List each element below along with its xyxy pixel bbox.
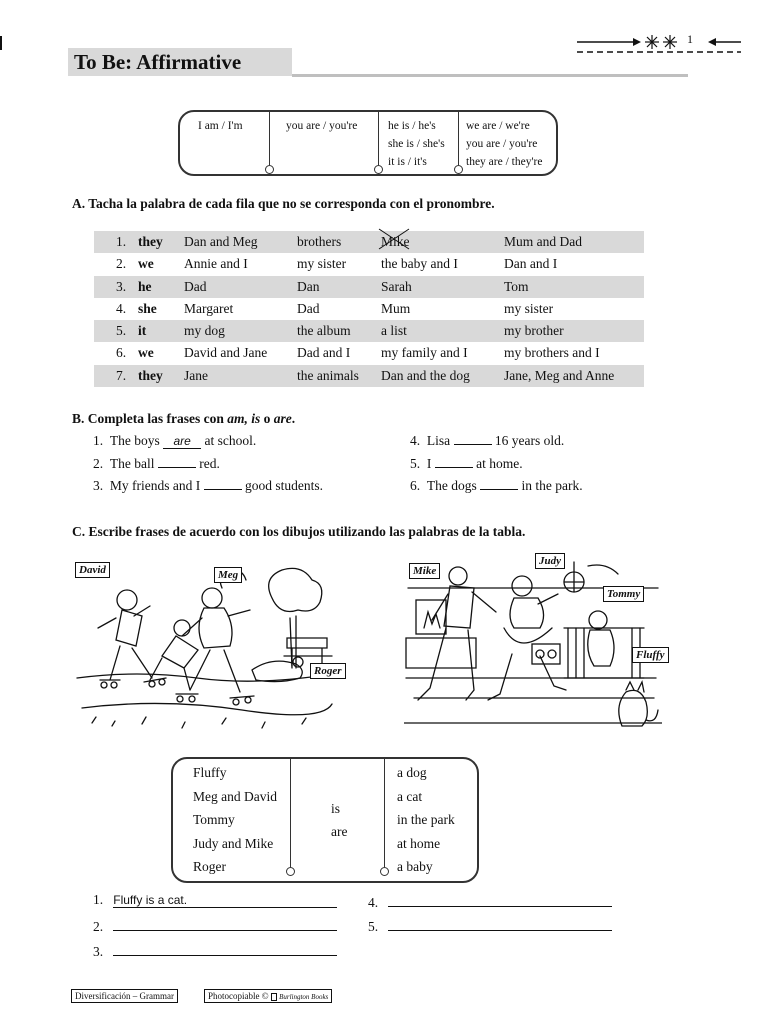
sentence-end: 16 years old. <box>494 433 565 448</box>
verbs-column <box>331 797 347 843</box>
word-option[interactable]: Mum <box>381 300 411 316</box>
answer-blank[interactable] <box>480 489 518 490</box>
sentence-end: at school. <box>204 433 257 448</box>
word-option[interactable]: a list <box>381 323 407 339</box>
answer-input-line[interactable]: Fluffy is a cat. <box>113 893 337 908</box>
word-option[interactable]: my sister <box>504 300 554 316</box>
answer-number: 3. <box>93 944 104 959</box>
sentence-right-2 <box>410 478 583 494</box>
word-option[interactable]: Dan and the dog <box>381 367 470 383</box>
dancing-illustration <box>404 558 662 734</box>
table-row <box>94 231 644 253</box>
picture-label: Tommy <box>603 586 644 602</box>
cross-out-mark <box>377 227 411 251</box>
picture-label: David <box>75 562 110 578</box>
row-pronoun: they <box>138 234 163 249</box>
park-illustration <box>72 558 337 734</box>
word-option[interactable]: Dan and Meg <box>184 234 258 249</box>
pronoun-line: they are / they're <box>466 156 543 168</box>
answer-input-line[interactable] <box>388 916 612 931</box>
subject-item: Tommy <box>193 812 235 828</box>
pronoun-line: he is / he's <box>388 120 436 132</box>
word-table-divider <box>384 757 385 867</box>
pronoun-divider <box>378 110 379 165</box>
title-bar <box>68 48 688 78</box>
section-a-table <box>94 231 644 387</box>
pronoun-line: she is / she's <box>388 138 445 150</box>
answer-line-row <box>368 916 612 935</box>
section-a-heading: A. Tacha la palabra de cada fila que no se corresponda con el pronombre. <box>72 196 495 211</box>
word-option[interactable]: Mum and Dad <box>504 234 582 249</box>
word-option[interactable]: Margaret <box>184 300 234 316</box>
sentence-end: red. <box>199 455 220 471</box>
pronoun-box <box>178 110 558 176</box>
sentence-left-2 <box>93 478 323 494</box>
burlington-logo-icon <box>271 993 277 1001</box>
row-pronoun: he <box>138 278 152 294</box>
sentence-number: 3. <box>93 478 104 493</box>
section-b-heading <box>72 411 295 427</box>
subject-item: Meg and David <box>193 788 277 804</box>
complement-item: in the park <box>397 812 455 828</box>
pronoun-line: we are / we're <box>466 120 530 132</box>
pronoun-divider <box>458 110 459 165</box>
row-number: 4. <box>116 300 127 316</box>
pronoun-divider <box>269 110 270 165</box>
row-pronoun: they <box>138 367 163 383</box>
word-table <box>171 757 479 883</box>
word-option[interactable]: Annie and I <box>184 256 248 272</box>
sentence-right-1 <box>410 456 523 472</box>
section-b-heading-last: are <box>273 411 292 426</box>
sentence-number: 1. <box>93 433 104 448</box>
word-option[interactable]: Tom <box>504 278 529 294</box>
title-underline <box>292 74 688 77</box>
word-option[interactable]: Dad <box>297 300 320 316</box>
row-number: 6. <box>116 345 127 361</box>
sentence-number: 6. <box>410 478 421 493</box>
sentence-end: at home. <box>476 455 523 471</box>
section-c-heading: C. Escribe frases de acuerdo con los dibujos utilizando las palabras de la tabla. <box>72 524 526 539</box>
pronoun-line: you are / you're <box>286 120 358 132</box>
word-option[interactable]: Dad and I <box>297 345 351 361</box>
picture-label: Judy <box>535 553 565 569</box>
answer-number: 5. <box>368 919 379 934</box>
word-option[interactable]: my sister <box>297 256 347 272</box>
pronoun-column-2 <box>286 117 357 135</box>
answer-blank[interactable] <box>158 467 196 468</box>
table-row <box>94 253 644 275</box>
answer-line-row <box>93 941 337 960</box>
section-b-heading-end: . <box>291 411 296 426</box>
sentence-left-1 <box>93 456 220 472</box>
sentence-right-0 <box>410 433 564 449</box>
verb-item: are <box>331 824 348 839</box>
complement-item: at home <box>397 835 441 851</box>
row-pronoun: it <box>138 323 147 339</box>
footer-copyright-text: Photocopiable © <box>208 991 269 1001</box>
subject-item: Fluffy <box>193 765 227 780</box>
pronoun-column-3 <box>388 117 445 171</box>
answer-line-row <box>368 892 612 911</box>
word-option[interactable]: Jane, Meg and Anne <box>504 367 615 383</box>
word-option[interactable]: Dad <box>184 278 207 294</box>
table-row <box>94 320 644 342</box>
sentence-end: in the park. <box>521 478 583 493</box>
word-option[interactable]: my family and I <box>381 345 468 361</box>
table-row <box>94 365 644 387</box>
table-row <box>94 298 644 320</box>
pronoun-line: you are / you're <box>466 138 538 150</box>
sentence-left-0 <box>93 433 256 449</box>
footer-course-label: Diversificación – Grammar <box>71 989 178 1003</box>
answer-blank[interactable] <box>435 467 473 468</box>
verb-item: is <box>331 801 341 816</box>
word-table-divider <box>290 757 291 867</box>
section-b-heading-pre: B. Completa las frases con <box>72 411 228 426</box>
answer-input-line[interactable] <box>113 916 337 931</box>
row-number: 2. <box>116 256 127 272</box>
sentence-start: My friends and I <box>109 478 201 493</box>
page-title: To Be: Affirmative <box>74 50 242 74</box>
pronoun-line: I am / I'm <box>198 120 243 132</box>
sentence-start: I <box>426 455 432 471</box>
word-option[interactable]: the album <box>297 323 351 339</box>
word-option[interactable]: brothers <box>297 234 342 249</box>
word-option[interactable]: Mike <box>381 234 410 249</box>
row-number: 3. <box>116 278 127 294</box>
picture-label: Mike <box>409 563 440 579</box>
row-number: 1. <box>116 234 127 249</box>
row-number: 7. <box>116 367 127 383</box>
table-row <box>94 276 644 298</box>
answer-number: 2. <box>93 919 104 934</box>
table-row <box>94 342 644 364</box>
footer-copyright <box>204 989 332 1003</box>
page-number: 1 <box>687 32 693 46</box>
answer-number: 4. <box>368 895 379 910</box>
pronoun-column-4 <box>466 117 542 171</box>
word-option[interactable]: my brother <box>504 323 564 339</box>
footer-brand: Burlington Books <box>279 993 329 1001</box>
complement-item: a baby <box>397 859 433 875</box>
section-b-heading-mid: o <box>260 411 274 426</box>
word-option[interactable]: the baby and I <box>381 256 458 272</box>
sentence-number: 4. <box>410 433 421 448</box>
picture-label: Meg <box>214 567 242 583</box>
answer-blank[interactable]: are <box>163 434 201 449</box>
complements-column <box>397 761 455 879</box>
sentence-start: Lisa <box>426 433 451 448</box>
complement-item: a cat <box>397 788 423 804</box>
word-option[interactable]: Sarah <box>381 278 412 294</box>
pronoun-column-1 <box>198 117 243 135</box>
sentence-end: good students. <box>244 478 323 493</box>
sentence-number: 2. <box>93 455 104 471</box>
row-pronoun: we <box>138 256 154 272</box>
sentence-number: 5. <box>410 455 421 471</box>
row-pronoun: she <box>138 300 157 316</box>
word-option[interactable]: the animals <box>297 367 359 383</box>
section-b-heading-words: am, is <box>227 411 261 426</box>
word-option[interactable]: Dan <box>297 278 320 294</box>
word-option[interactable]: Dan and I <box>504 256 558 272</box>
row-pronoun: we <box>138 345 154 361</box>
complement-item: a dog <box>397 765 427 780</box>
row-number: 5. <box>116 323 127 339</box>
sentence-start: The boys <box>109 433 160 448</box>
word-option[interactable]: my dog <box>184 323 225 339</box>
sentence-start: The dogs <box>426 478 477 493</box>
subject-item: Roger <box>193 859 226 875</box>
sentence-start: The ball <box>109 455 155 471</box>
picture-label: Roger <box>310 663 346 679</box>
answer-blank[interactable] <box>204 489 242 490</box>
page-edge-mark <box>0 36 6 50</box>
answer-line-row <box>93 892 337 908</box>
subjects-column <box>193 761 277 879</box>
answer-blank[interactable] <box>454 444 492 445</box>
answer-line-row <box>93 916 337 935</box>
pronoun-line: it is / it's <box>388 156 427 168</box>
picture-label: Fluffy <box>632 647 669 663</box>
word-option[interactable]: my brothers and I <box>504 345 600 361</box>
answer-input-line[interactable] <box>113 941 337 956</box>
word-option[interactable]: David and Jane <box>184 345 268 361</box>
answer-number: 1. <box>93 892 104 907</box>
word-option[interactable]: Jane <box>184 367 208 383</box>
answer-input-line[interactable] <box>388 892 612 907</box>
subject-item: Judy and Mike <box>193 835 274 851</box>
